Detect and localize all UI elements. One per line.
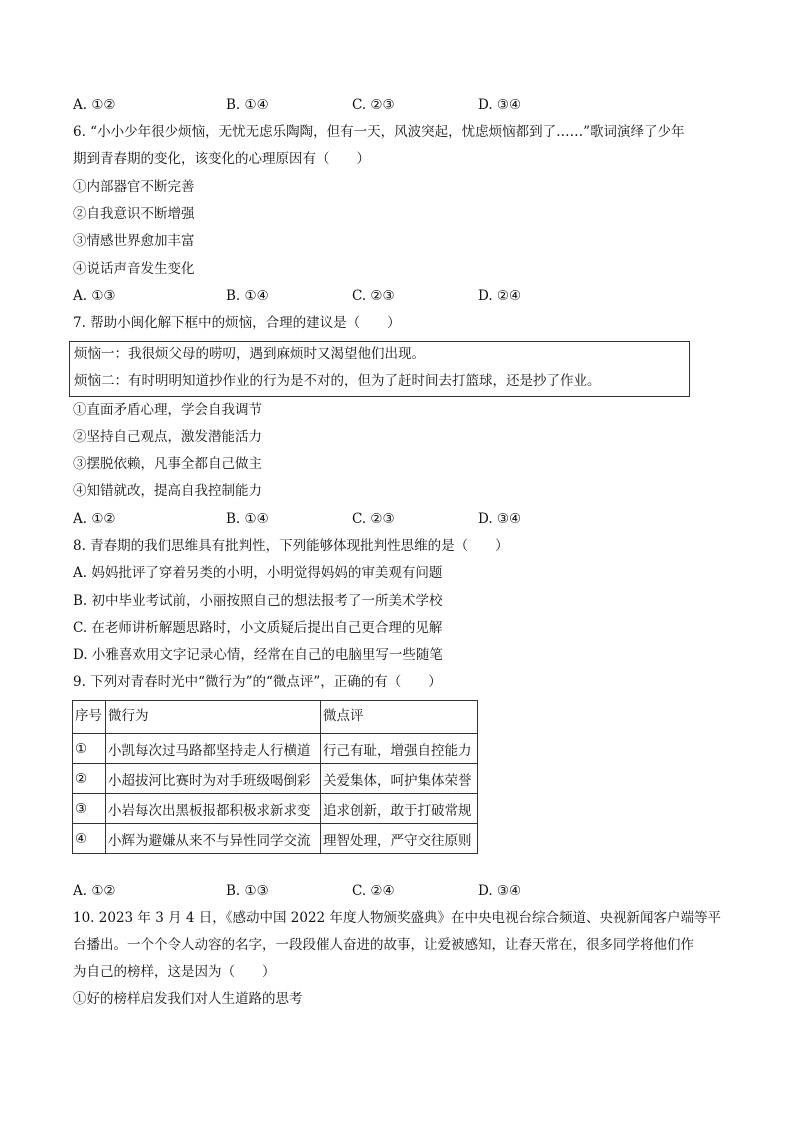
table-cell: 行己有耻，增强自控能力 <box>321 734 478 764</box>
q6-option-d[interactable]: D. ②④ <box>478 288 522 304</box>
table-row <box>73 764 478 794</box>
q10-item-1: ①好的榜样启发我们对人生道路的思考 <box>73 991 303 1007</box>
q7-worry-box <box>69 341 690 397</box>
table-cell: 小凯每次过马路都坚持走人行横道 <box>106 734 321 764</box>
q9-option-d[interactable]: D. ③④ <box>478 883 522 899</box>
q6-option-c[interactable]: C. ②③ <box>352 288 395 304</box>
q6-item-1: ①内部器官不断完善 <box>73 179 195 195</box>
table-header-cell: 微行为 <box>106 701 321 734</box>
q7-option-c[interactable]: C. ②③ <box>352 511 395 527</box>
q8-option-d[interactable]: D. 小雅喜欢用文字记录心情，经常在自己的电脑里写一些随笔 <box>73 647 443 663</box>
q7-item-2: ②坚持自己观点，激发潜能活力 <box>73 429 262 445</box>
table-row <box>73 824 478 854</box>
table-cell: 追求创新，敢于打破常规 <box>321 794 478 824</box>
q10-stem-line3: 为自己的榜样，这是因为（ ） <box>73 964 276 980</box>
table-cell: 小辉为避嫌从来不与异性同学交流 <box>106 824 321 854</box>
table-cell: ③ <box>73 794 106 824</box>
table-cell: 理智处理，严守交往原则 <box>321 824 478 854</box>
q7-options <box>73 510 633 528</box>
table-cell: 小岩每次出黑板报都积极求新求变 <box>106 794 321 824</box>
table-cell: 关爱集体，呵护集体荣誉 <box>321 764 478 794</box>
table-cell: ① <box>73 734 106 764</box>
q7-item-1: ①直面矛盾心理，学会自我调节 <box>73 402 262 418</box>
q6-item-4: ④说话声音发生变化 <box>73 261 195 277</box>
table-row <box>73 734 478 764</box>
q9-options <box>73 882 633 900</box>
q7-item-3: ③摆脱依赖，凡事全都自己做主 <box>73 456 262 472</box>
q7-worry-2: 烦恼二：有时明明知道抄作业的行为是不对的，但为了赶时间去打篮球，还是抄了作业。 <box>74 373 601 389</box>
table-cell: ④ <box>73 824 106 854</box>
q7-option-b[interactable]: B. ①④ <box>226 511 269 527</box>
q7-stem: 7. 帮助小闽化解下框中的烦恼，合理的建议是（ ） <box>73 315 401 331</box>
q6-stem-line2: 期到青春期的变化，该变化的心理原因有（ ） <box>73 151 370 167</box>
q7-worry-1: 烦恼一：我很烦父母的唠叨，遇到麻烦时又渴望他们出现。 <box>74 346 425 362</box>
q6-options <box>73 287 633 305</box>
table-header-cell: 序号 <box>73 701 106 734</box>
q9-option-a[interactable]: A. ①② <box>73 883 116 899</box>
q9-stem: 9. 下列对青春时光中“微行为”的“微点评”，正确的有（ ） <box>73 674 442 690</box>
q6-item-3: ③情感世界愈加丰富 <box>73 233 195 249</box>
q5-option-b[interactable]: B. ①④ <box>226 97 269 113</box>
table-header-row <box>73 701 478 734</box>
table-header-cell: 微点评 <box>321 701 478 734</box>
q5-option-c[interactable]: C. ②③ <box>352 97 395 113</box>
q6-option-a[interactable]: A. ①③ <box>73 288 116 304</box>
q9-table <box>72 700 478 854</box>
q8-option-b[interactable]: B. 初中毕业考试前，小丽按照自己的想法报考了一所美术学校 <box>73 593 443 609</box>
q7-option-d[interactable]: D. ③④ <box>478 511 522 527</box>
q10-stem-line1: 10. 2023 年 3 月 4 日，《感动中国 2022 年度人物颁奖盛典》在中央电视台综合频道、央视新闻客户端等平 <box>73 910 721 926</box>
q8-option-a[interactable]: A. 妈妈批评了穿着另类的小明，小明觉得妈妈的审美观有问题 <box>73 565 443 581</box>
q5-option-d[interactable]: D. ③④ <box>478 97 522 113</box>
q8-stem: 8. 青春期的我们思维具有批判性，下列能够体现批判性思维的是（ ） <box>73 538 509 554</box>
q7-item-4: ④知错就改，提高自我控制能力 <box>73 483 262 499</box>
q5-options <box>73 96 633 114</box>
q6-stem-line1: 6. “小小少年很少烦恼，无忧无虑乐陶陶，但有一天，风波突起，忧虑烦恼都到了……”歌词演绎了少年 <box>73 124 685 140</box>
q9-option-b[interactable]: B. ①③ <box>226 883 269 899</box>
table-cell: ② <box>73 764 106 794</box>
table-row <box>73 794 478 824</box>
table-cell: 小超拔河比赛时为对手班级喝倒彩 <box>106 764 321 794</box>
q6-option-b[interactable]: B. ①④ <box>226 288 269 304</box>
q9-option-c[interactable]: C. ②④ <box>352 883 395 899</box>
q5-option-a[interactable]: A. ①② <box>73 97 116 113</box>
q6-item-2: ②自我意识不断增强 <box>73 206 195 222</box>
q10-stem-line2: 台播出。一个个令人动容的名字，一段段催人奋进的故事，让爱被感知，让春天常在，很多同学将他们作 <box>73 937 694 953</box>
q8-option-c[interactable]: C. 在老师讲析解题思路时，小文质疑后提出自己更合理的见解 <box>73 620 443 636</box>
q7-option-a[interactable]: A. ①② <box>73 511 116 527</box>
